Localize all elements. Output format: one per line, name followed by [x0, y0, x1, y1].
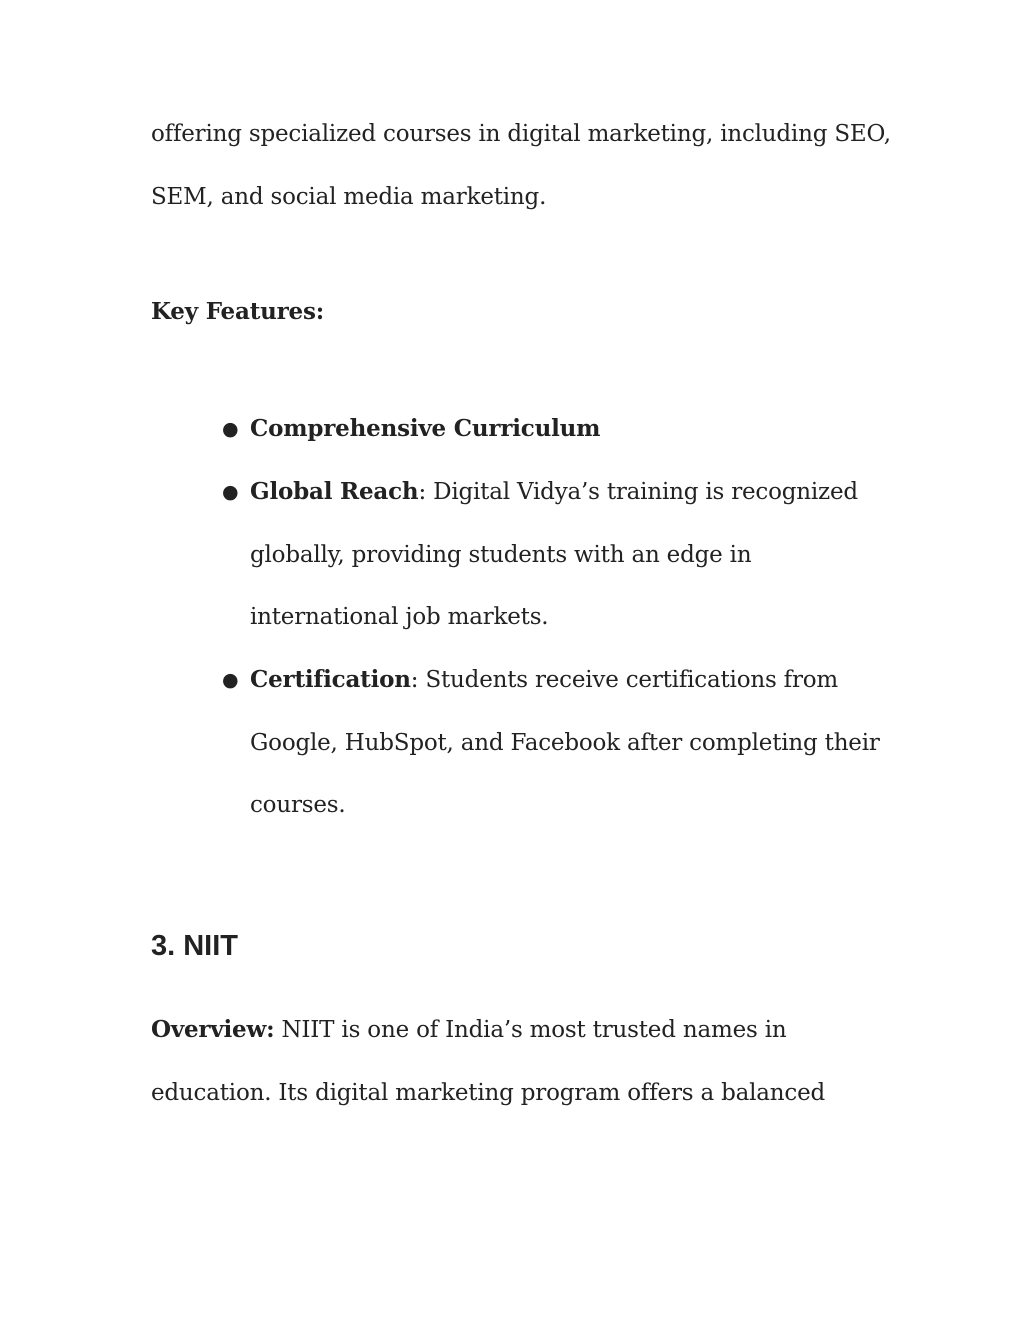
intro-line-2: SEM, and social media marketing.: [151, 184, 547, 210]
overview-text: NIIT is one of India’s most trusted names in: [274, 1017, 787, 1043]
bullet-icon: ●: [222, 418, 239, 440]
bullet-icon: ●: [222, 669, 239, 691]
intro-line-1: offering specialized courses in digital marketing, including SEO,: [151, 121, 891, 147]
feature-title-global-reach: Global Reach: [250, 478, 419, 505]
feature-item-global-reach: [250, 476, 858, 508]
feature-title-certification: Certification: [250, 666, 411, 693]
feature-text-line: globally, providing students with an edge in: [250, 542, 752, 568]
feature-text-line: Google, HubSpot, and Facebook after completing their: [250, 730, 880, 756]
feature-item-certification: [250, 664, 838, 696]
feature-text-line: Students receive certifications from: [418, 667, 839, 693]
overview-label: Overview:: [151, 1016, 275, 1043]
feature-separator: :: [410, 667, 419, 693]
feature-text-line: courses.: [250, 792, 346, 818]
feature-text-line: Digital Vidya’s training is recognized: [426, 479, 858, 505]
feature-separator: :: [418, 479, 426, 505]
overview-line-1: [151, 1014, 786, 1046]
feature-text-line: international job markets.: [250, 604, 549, 630]
section-heading: 3. NIIT: [151, 930, 239, 962]
feature-title-comprehensive-curriculum: Comprehensive Curriculum: [250, 415, 601, 442]
bullet-icon: ●: [222, 481, 239, 503]
overview-line-2: education. Its digital marketing program offers a balanced: [151, 1080, 826, 1106]
key-features-label: Key Features:: [151, 298, 325, 325]
